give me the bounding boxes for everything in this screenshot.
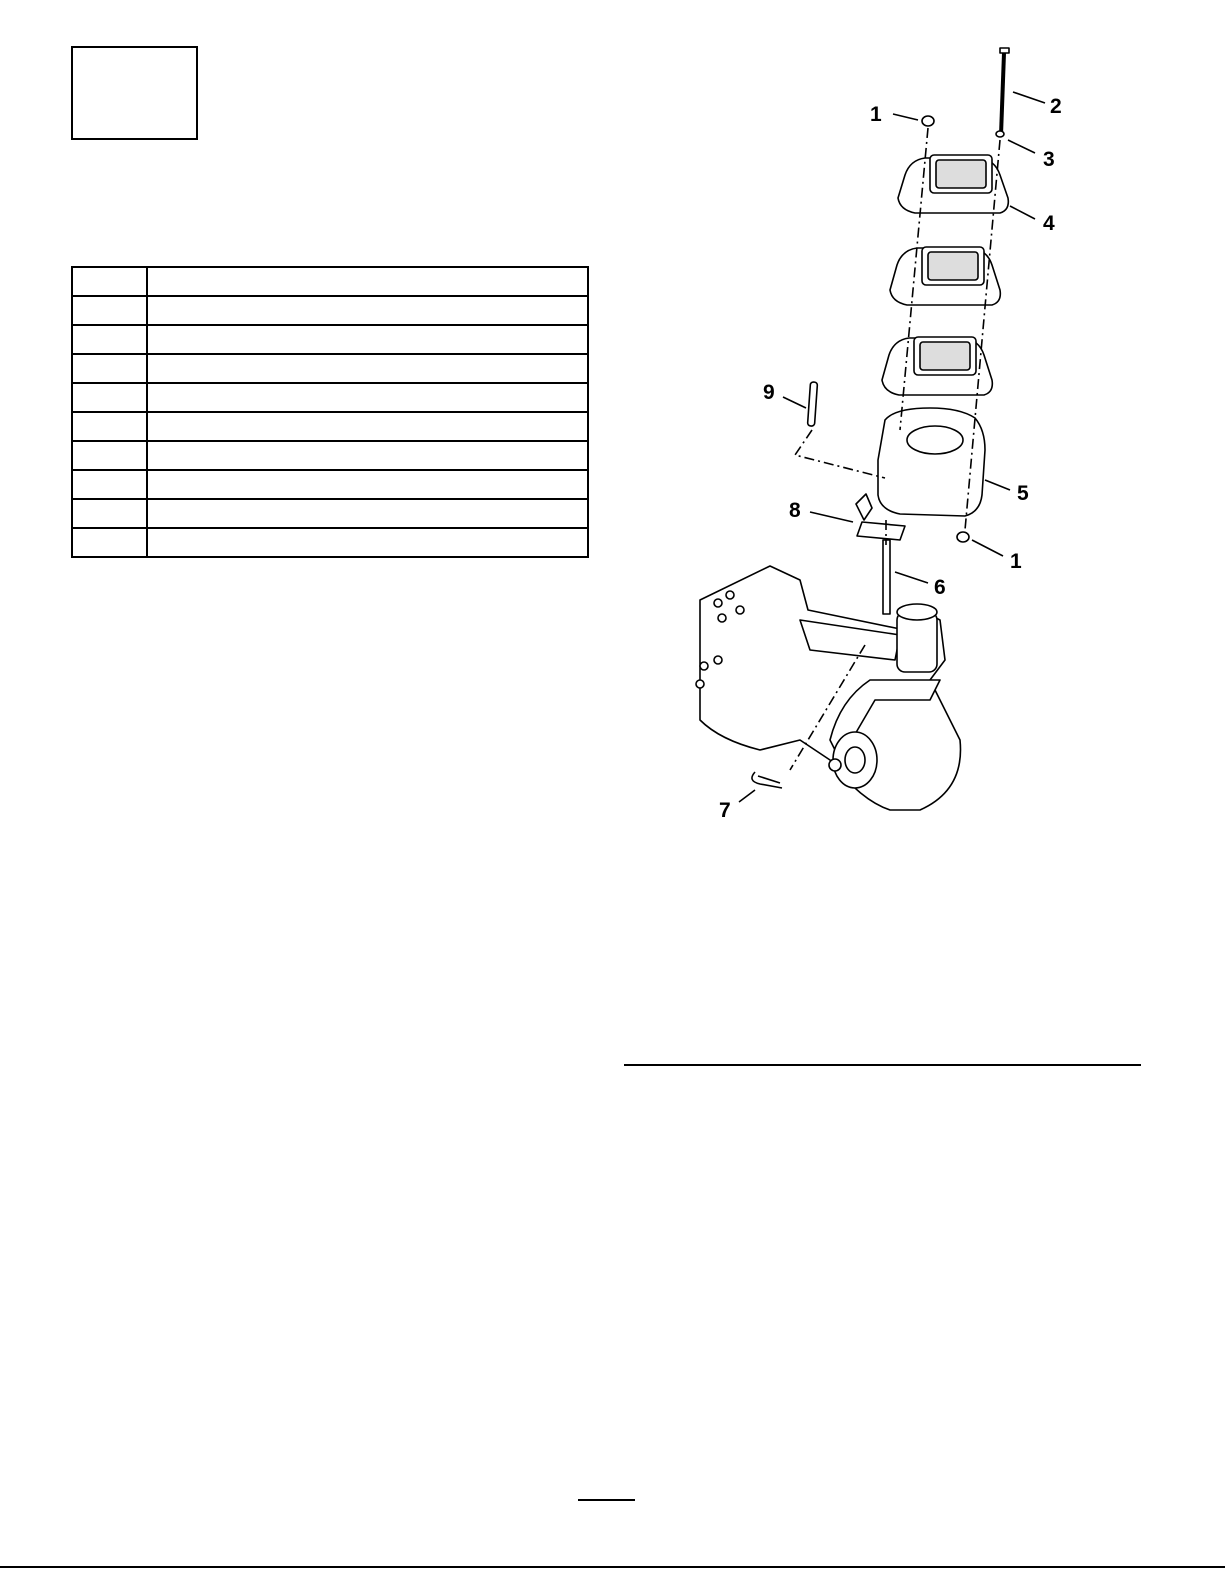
qty-cell [72,499,147,528]
qty-cell [72,383,147,412]
qty-cell [72,354,147,383]
table-row [72,470,588,499]
callout-7: 7 [719,799,731,822]
table-row [72,325,588,354]
description-cell [147,499,588,528]
qty-cell [72,267,147,296]
table-row [72,383,588,412]
description-cell [147,528,588,557]
callout-6: 6 [934,576,946,599]
table-row [72,354,588,383]
qty-cell [72,441,147,470]
table-row [72,267,588,296]
description-cell [147,354,588,383]
qty-cell [72,325,147,354]
description-cell [147,267,588,296]
description-cell [147,383,588,412]
callout-1-bottom: 1 [1010,550,1022,573]
callout-9: 9 [763,381,775,404]
description-cell [147,296,588,325]
table-row [72,499,588,528]
description-cell [147,470,588,499]
parts-table [71,266,589,558]
callout-5: 5 [1017,482,1029,505]
description-cell [147,412,588,441]
qty-cell [72,296,147,325]
qty-cell [72,528,147,557]
table-row [72,441,588,470]
description-cell [147,441,588,470]
callout-4: 4 [1043,212,1055,235]
footer-rule [0,1566,1225,1568]
table-row [72,528,588,557]
section-divider [624,1064,1141,1066]
weight-kit-exploded-diagram [640,40,1120,830]
table-row [72,412,588,441]
qty-cell [72,470,147,499]
description-cell [147,325,588,354]
callout-3: 3 [1043,148,1055,171]
callout-1-top: 1 [870,103,882,126]
step-box [71,46,198,140]
qty-cell [72,412,147,441]
page-number [578,1499,635,1501]
callout-2: 2 [1050,95,1062,118]
callout-8: 8 [789,499,801,522]
table-row [72,296,588,325]
